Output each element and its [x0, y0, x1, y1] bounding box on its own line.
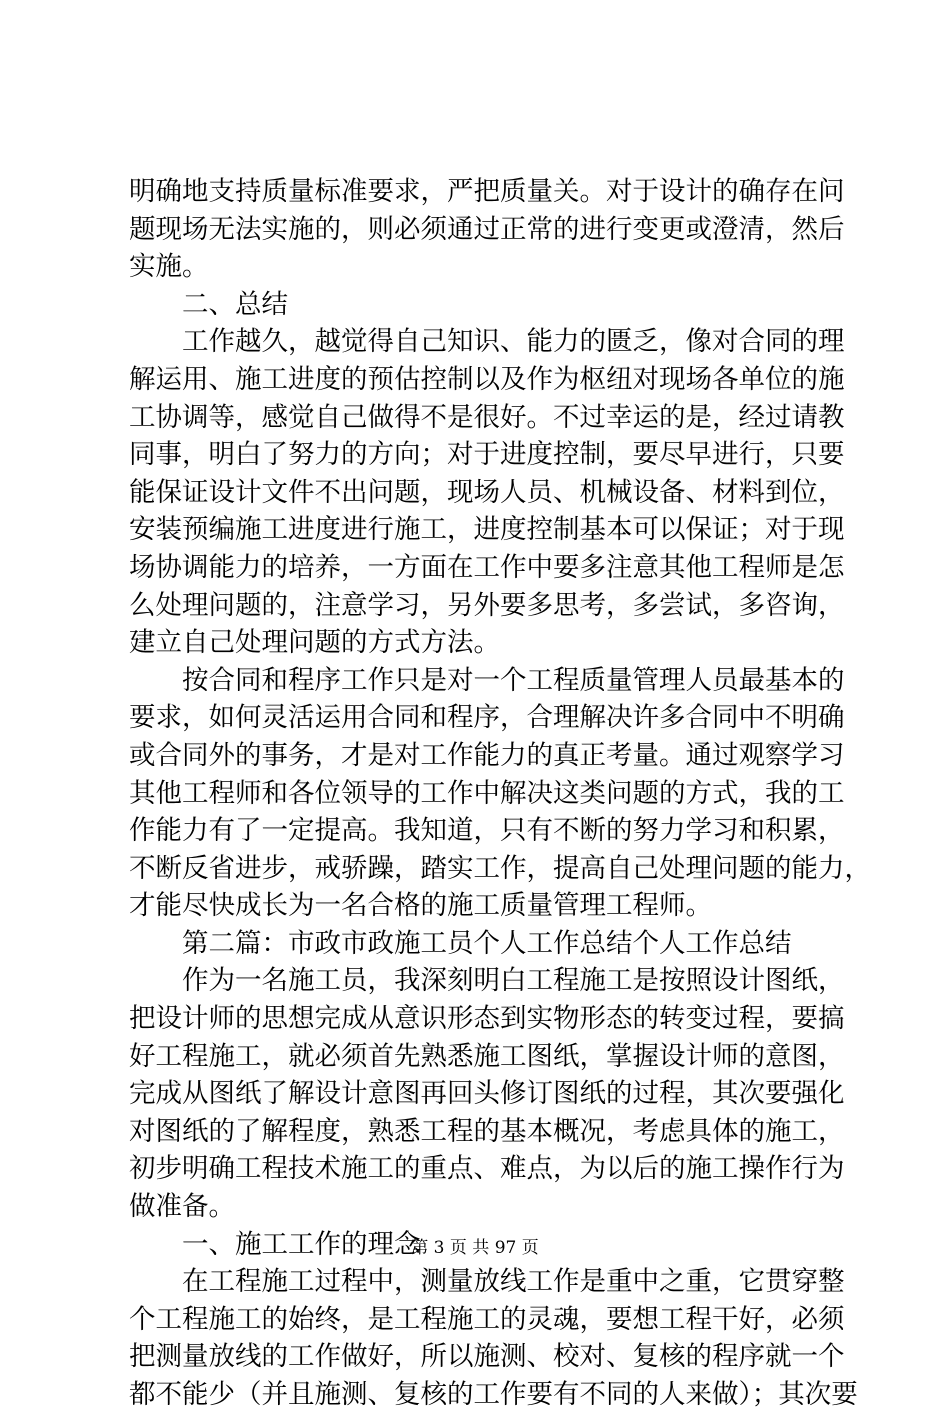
text-line: 对图纸的了解程度，熟悉工程的基本概况，考虑具体的施工，	[129, 1115, 845, 1147]
text-line: 能保证设计文件不出问题，现场人员、机械设备、材料到位，	[129, 476, 845, 508]
document-body	[129, 173, 871, 1414]
text-line: 或合同外的事务，才是对工作能力的真正考量。通过观察学习	[129, 739, 845, 771]
text-line: 在工程施工过程中，测量放线工作是重中之重，它贯穿整	[182, 1266, 845, 1298]
text-line: 解运用、施工进度的预估控制以及作为枢纽对现场各单位的施	[129, 363, 845, 395]
text-line: 同事，明白了努力的方向；对于进度控制，要尽早进行，只要	[129, 439, 845, 471]
text-line: 把设计师的思想完成从意识形态到实物形态的转变过程，要搞	[129, 1003, 845, 1035]
text-line: 按合同和程序工作只是对一个工程质量管理人员最基本的	[182, 664, 845, 696]
text-line: 实施。	[129, 251, 209, 283]
text-line: 第二篇：市政市政施工员个人工作总结个人工作总结	[182, 927, 792, 959]
text-line: 场协调能力的培养，一方面在工作中要多注意其他工程师是怎	[129, 551, 845, 583]
text-line: 做准备。	[129, 1191, 235, 1223]
text-line: 其他工程师和各位领导的工作中解决这类问题的方式，我的工	[129, 777, 845, 809]
text-line: 么处理问题的，注意学习，另外要多思考，多尝试，多咨询，	[129, 589, 845, 621]
text-line: 工协调等，感觉自己做得不是很好。不过幸运的是，经过请教	[129, 401, 845, 433]
text-line: 好工程施工，就必须首先熟悉施工图纸，掌握设计师的意图，	[129, 1040, 845, 1072]
text-line: 要求，如何灵活运用合同和程序，合理解决许多合同中不明确	[129, 702, 845, 734]
text-line: 建立自己处理问题的方式方法。	[129, 627, 500, 659]
text-line: 把测量放线的工作做好，所以施测、校对、复核的程序就一个	[129, 1341, 845, 1373]
text-line: 安装预编施工进度进行施工，进度控制基本可以保证；对于现	[129, 514, 845, 546]
text-line: 完成从图纸了解设计意图再回头修订图纸的过程，其次要强化	[129, 1078, 845, 1110]
text-line: 初步明确工程技术施工的重点、难点，为以后的施工操作行为	[129, 1153, 845, 1185]
page-footer	[0, 1237, 950, 1259]
text-line: 作能力有了一定提高。我知道，只有不断的努力学习和积累，	[129, 815, 845, 847]
text-line: 不断反省进步，戒骄躁，踏实工作，提高自己处理问题的能力，	[129, 852, 871, 884]
page-number: 第 3 页 共 97 页	[411, 1238, 539, 1258]
text-line: 都不能少（并且施测、复核的工作要有不同的人来做）；其次要	[129, 1379, 858, 1410]
text-line: 作为一名施工员，我深刻明白工程施工是按照设计图纸，	[182, 965, 845, 997]
text-line: 明确地支持质量标准要求，严把质量关。对于设计的确存在问	[129, 176, 845, 207]
text-line: 工作越久，越觉得自己知识、能力的匮乏，像对合同的理	[182, 326, 845, 358]
text-line: 才能尽快成长为一名合格的施工质量管理工程师。	[129, 890, 712, 922]
text-line: 一、施工工作的理念	[182, 1228, 421, 1260]
text-line: 二、总结	[182, 288, 288, 320]
text-line: 个工程施工的始终，是工程施工的灵魂，要想工程干好，必须	[129, 1303, 845, 1335]
text-line: 题现场无法实施的，则必须通过正常的进行变更或澄清，然后	[129, 213, 845, 245]
